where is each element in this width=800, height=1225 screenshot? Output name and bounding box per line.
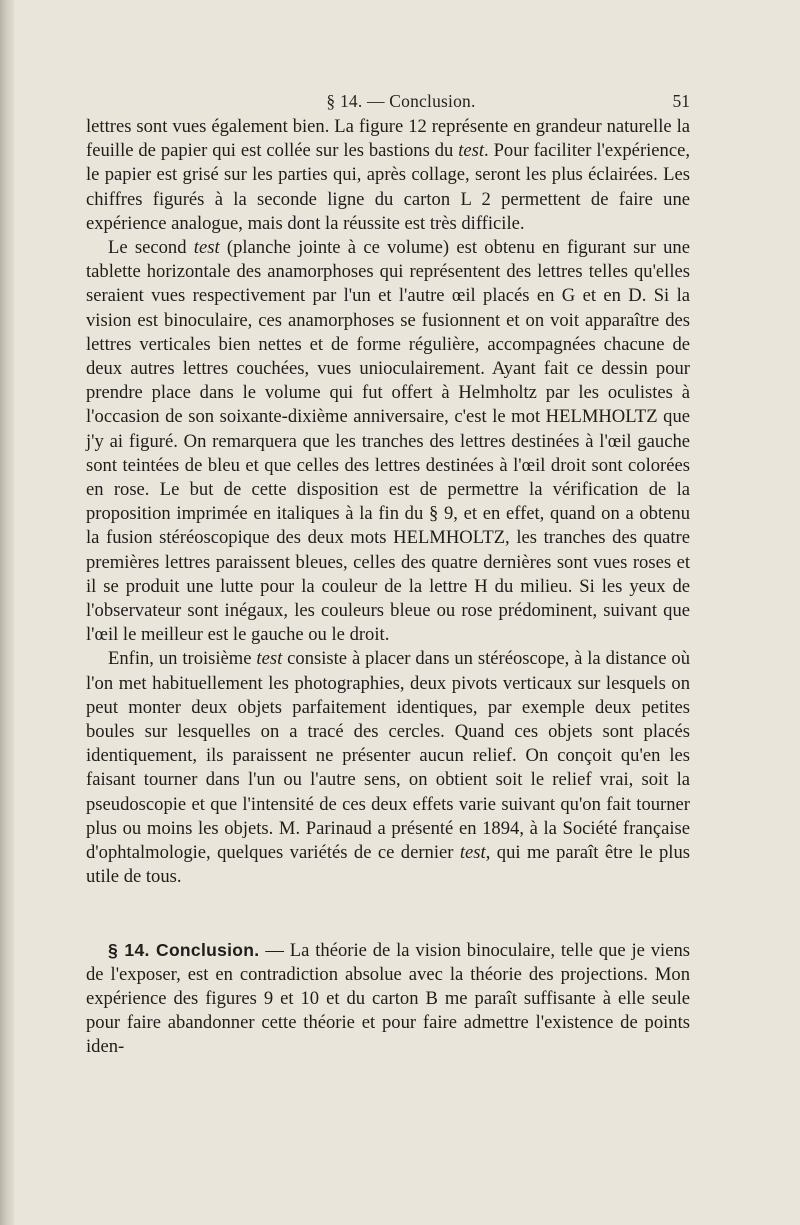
paragraph-2 [86,236,690,647]
section-heading: § 14. Conclusion. [108,939,260,960]
paragraph-2-text-c: (planche jointe à ce volume) est obtenu en figurant sur une tablette horizontale des anamorphoses qui représentent des lettres telles qu'elles seraient vues respectivement par l'un et l'autre œil placés en G et en D. Si la vision est binoculaire, ces anamorphoses se fusionnent et on voit apparaître des lettres verticales bien nettes et de forme régulière, accompagnées chacune de deux autres lettres couchées, vues unioculairement. Ayant fait ce dessin pour prendre place dans le volume qui fut offert à Helmholtz par les oculistes à l'occasion de son soixante-dixième anniversaire, c'est le mot HELMHOLTZ que j'y ai figuré. On remarquera que les tranches des lettres destinées à l'œil gauche sont teintées de bleu et que celles des lettres destinées à l'œil droit sont colorées en rose. Le but de cette disposition est de permettre la vérification de la proposition imprimée en italiques à la fin du § 9, et en effet, quand on a obtenu la fusion stéréoscopique des deux mots HELMHOLTZ, les tranches des quatre premières lettres paraissent bleues, celles des quatre dernières sont vues roses et il se produit une lutte pour la couleur de la lettre H du milieu. Si les yeux de l'observateur sont inégaux, les couleurs bleue ou rose prédominent, suivant que l'œil le meilleur est le gauche ou le droit. [86,237,690,646]
running-head [86,91,690,115]
paragraph-3-text-e: , qui me paraît être le plus utile de tous. [86,842,691,888]
paragraph-2-text-a: Le second [108,237,194,259]
paragraph-3-text-c: consiste à placer dans un stéréoscope, à la distance où l'on met habituellement les photographies, deux pivots verticaux sur lesquels on peut monter deux objets parfaitement identiques, par exemple deux petites boules sur lesquelles on a tracé des cercles. Quand ces objets sont placés identiquement, ils paraissent ne présenter aucun relief. On conçoit qu'en les faisant tourner dans l'un ou l'autre sens, on obtient soit le relief vrai, soit la pseudoscopie et que l'intensité de ces deux effets varie suivant qu'on fait tourner plus ou moins les objets. M. Parinaud a présenté en 1894, à la Société française d'ophtalmologie, quelques variétés de ce dernier [86,648,690,864]
running-head-title: § 14. — Conclusion. [326,91,476,111]
paragraph-1 [86,115,690,236]
italic-test: test [459,842,486,864]
paragraph-1-text-c: . Pour faciliter l'expérience, le papier est grisé sur les parties qui, après collage, seront les plus éclairées. Les chiffres figurés à la seconde ligne du carton L 2 permettent de faire une expérience analogue, mais dont la réussite est très difficile. [86,140,690,234]
body-text [86,115,690,1060]
section-14-text: — La théorie de la vision binoculaire, telle que je viens de l'exposer, est en contradiction absolue avec la théorie des projections. Mon expérience des figures 9 et 10 et du carton B me paraît suffisante à elle seule pour faire abandonner cette théorie et pour faire admettre l'existence de points iden- [86,939,690,1058]
italic-test: test [193,237,220,259]
page-number: 51 [672,91,690,111]
section-14-paragraph [86,938,690,1060]
paragraph-1-text-a: lettres sont vues également bien. La figure 12 représente en grandeur naturelle la feuille de papier qui est collée sur les bastions du [86,116,690,162]
paragraph-3 [86,647,690,889]
page-binding-edge [0,0,14,1225]
italic-test: test [458,140,485,162]
italic-test: test [256,648,283,670]
paragraph-3-text-a: Enfin, un troisième [108,648,257,670]
